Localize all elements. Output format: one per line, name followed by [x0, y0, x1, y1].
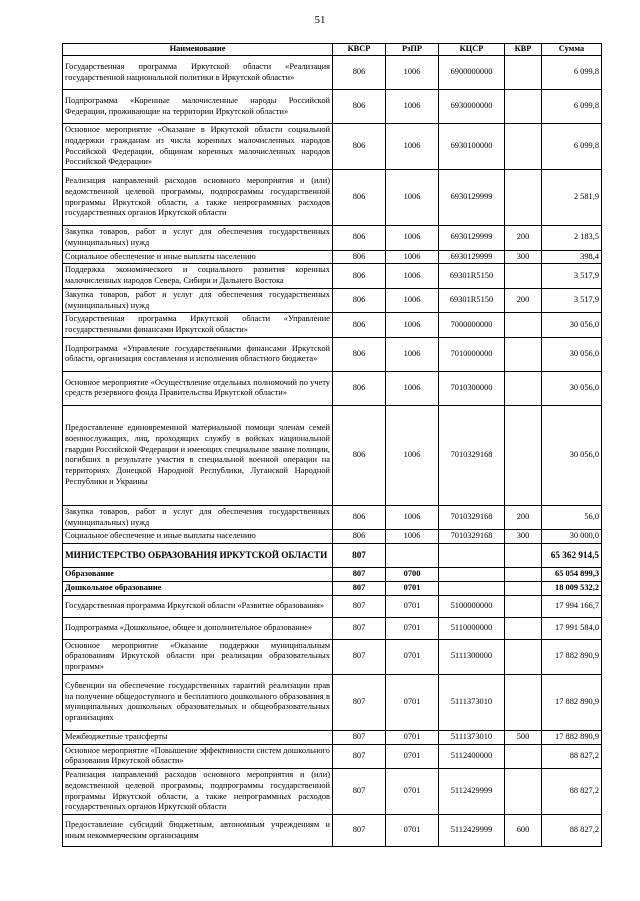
cell-kvr	[505, 617, 542, 639]
page-number: 51	[314, 14, 326, 26]
table-row	[63, 530, 602, 544]
header-rzpr: РзПР	[386, 44, 439, 56]
table-row	[63, 581, 602, 595]
cell-rzpr: 1006	[386, 124, 439, 170]
table-row	[63, 744, 602, 769]
cell-kvr	[505, 744, 542, 769]
cell-sum: 3 517,9	[542, 288, 602, 313]
cell-sum: 17 994 166,7	[542, 595, 602, 617]
cell-sum: 88 827,2	[542, 769, 602, 815]
cell-name: Предоставление единовременной материальной помощи членам семей военнослужащих, лиц, проходящих службу в войсках национальной гвардии Российской Федерации и имеющих специальное звание полиции, погибших в результате участия в специальной военной операции на территориях Донецкой Народной Республики, Луганской Народной Республики и Украины	[63, 405, 333, 505]
cell-kcsr: 7010300000	[439, 371, 505, 405]
cell-kvsr: 807	[333, 544, 386, 568]
cell-kcsr: 5112400000	[439, 744, 505, 769]
cell-rzpr: 1006	[386, 226, 439, 251]
cell-sum: 30 056,0	[542, 313, 602, 338]
cell-kvr: 600	[505, 815, 542, 847]
cell-sum: 6 099,8	[542, 56, 602, 90]
cell-kvsr: 807	[333, 674, 386, 730]
table-row	[63, 769, 602, 815]
header-sum: Сумма	[542, 44, 602, 56]
cell-kvr: 500	[505, 730, 542, 744]
cell-kcsr: 7010329168	[439, 505, 505, 530]
cell-sum: 88 827,2	[542, 815, 602, 847]
cell-name: Субвенции на обеспечение государственных гарантий реализации прав на получение общедоступного и бесплатного дошкольного образования в муниципальных дошкольных образовательных и общеобразовательных организациях	[63, 674, 333, 730]
table-row	[63, 505, 602, 530]
cell-kvr: 300	[505, 530, 542, 544]
cell-name: Государственная программа Иркутской области «Реализация государственной национальной политики в Иркутской области»	[63, 56, 333, 90]
cell-rzpr: 0701	[386, 744, 439, 769]
table-header-row	[63, 44, 602, 56]
cell-name: Реализация направлений расходов основного мероприятия и (или) ведомственной целевой программы, подпрограммы государственной программы Иркутской области, а также непрограммных расходов государственных органов Иркутской области	[63, 769, 333, 815]
cell-kvsr: 807	[333, 744, 386, 769]
cell-kcsr: 6930000000	[439, 90, 505, 124]
table-row	[63, 226, 602, 251]
cell-kvr	[505, 568, 542, 582]
cell-kvsr: 807	[333, 815, 386, 847]
cell-name: Межбюджетные трансферты	[63, 730, 333, 744]
table-row	[63, 405, 602, 505]
cell-kcsr: 7010329168	[439, 530, 505, 544]
cell-sum: 65 362 914,5	[542, 544, 602, 568]
cell-kvsr: 806	[333, 505, 386, 530]
cell-kcsr: 5100000000	[439, 595, 505, 617]
cell-kcsr	[439, 581, 505, 595]
cell-sum: 17 882 890,9	[542, 639, 602, 674]
cell-kvr	[505, 337, 542, 371]
cell-kvsr: 806	[333, 250, 386, 264]
cell-sum: 2 581,9	[542, 170, 602, 226]
cell-rzpr: 0701	[386, 674, 439, 730]
cell-name: Предоставление субсидий бюджетным, автономным учреждениям и иным некоммерческим организациям	[63, 815, 333, 847]
cell-name: Закупка товаров, работ и услуг для обеспечения государственных (муниципальных) нужд	[63, 288, 333, 313]
cell-name: Социальное обеспечение и иные выплаты населению	[63, 250, 333, 264]
cell-kvsr: 806	[333, 56, 386, 90]
cell-kvr	[505, 313, 542, 338]
cell-kvr: 200	[505, 288, 542, 313]
cell-kvr: 200	[505, 505, 542, 530]
table-row	[63, 313, 602, 338]
cell-name: Основное мероприятие «Осуществление отдельных полномочий по учету средств резервного фонда Правительства Иркутской области»	[63, 371, 333, 405]
cell-kvr	[505, 405, 542, 505]
cell-kvsr: 806	[333, 371, 386, 405]
cell-name: Основное мероприятие «Оказание в Иркутской области социальной поддержки гражданам из числа коренных малочисленных народов Российской Федерации, общинам коренных малочисленных народов Российской Федерации»	[63, 124, 333, 170]
cell-sum: 17 882 890,9	[542, 730, 602, 744]
cell-kvr	[505, 371, 542, 405]
table-row	[63, 288, 602, 313]
cell-kvsr: 806	[333, 226, 386, 251]
cell-name: МИНИСТЕРСТВО ОБРАЗОВАНИЯ ИРКУТСКОЙ ОБЛАСТИ	[63, 544, 333, 568]
cell-kvr	[505, 56, 542, 90]
cell-rzpr: 0701	[386, 769, 439, 815]
cell-name: Подпрограмма «Дошкольное, общее и дополнительное образование»	[63, 617, 333, 639]
cell-name: Подпрограмма «Управление государственными финансами Иркутской области, организация составления и исполнения областного бюджета»	[63, 337, 333, 371]
cell-kcsr: 5111300000	[439, 639, 505, 674]
cell-rzpr: 0701	[386, 639, 439, 674]
cell-rzpr: 1006	[386, 313, 439, 338]
cell-rzpr: 1006	[386, 264, 439, 289]
budget-table	[62, 43, 602, 847]
cell-kcsr: 69301R5150	[439, 264, 505, 289]
cell-kvr	[505, 90, 542, 124]
cell-kcsr: 7010329168	[439, 405, 505, 505]
cell-kvr	[505, 674, 542, 730]
cell-sum: 3 517,9	[542, 264, 602, 289]
cell-kcsr: 7010000000	[439, 337, 505, 371]
table-row	[63, 639, 602, 674]
cell-kcsr: 6930129999	[439, 250, 505, 264]
cell-rzpr: 0701	[386, 730, 439, 744]
cell-kcsr: 7000000000	[439, 313, 505, 338]
cell-rzpr: 1006	[386, 371, 439, 405]
cell-kvr	[505, 595, 542, 617]
cell-name: Государственная программа Иркутской области «Развитие образования»	[63, 595, 333, 617]
cell-rzpr: 1006	[386, 337, 439, 371]
cell-sum: 30 056,0	[542, 371, 602, 405]
cell-sum: 17 882 890,9	[542, 674, 602, 730]
cell-rzpr: 1006	[386, 56, 439, 90]
header-kvr: КВР	[505, 44, 542, 56]
cell-name: Социальное обеспечение и иные выплаты населению	[63, 530, 333, 544]
cell-kvr	[505, 264, 542, 289]
cell-kcsr: 5111373010	[439, 730, 505, 744]
cell-kvr	[505, 170, 542, 226]
cell-rzpr: 0701	[386, 581, 439, 595]
cell-sum: 17 991 584,0	[542, 617, 602, 639]
cell-kcsr: 6930129999	[439, 170, 505, 226]
cell-kvsr: 806	[333, 264, 386, 289]
cell-kcsr: 6930100000	[439, 124, 505, 170]
cell-kvr	[505, 581, 542, 595]
cell-name: Реализация направлений расходов основного мероприятия и (или) ведомственной целевой программы, подпрограммы государственной программы Иркутской области, а также непрограммных расходов государственных органов Иркутской области	[63, 170, 333, 226]
cell-kcsr: 5112429999	[439, 769, 505, 815]
cell-kvsr: 807	[333, 769, 386, 815]
cell-kvsr: 806	[333, 90, 386, 124]
table-row	[63, 90, 602, 124]
cell-rzpr: 0700	[386, 568, 439, 582]
cell-name: Закупка товаров, работ и услуг для обеспечения государственных (муниципальных) нужд	[63, 505, 333, 530]
cell-kcsr: 5110000000	[439, 617, 505, 639]
cell-name: Образование	[63, 568, 333, 582]
table-row	[63, 815, 602, 847]
cell-rzpr: 1006	[386, 530, 439, 544]
cell-name: Подпрограмма «Коренные малочисленные народы Российской Федерации, проживающие на территории Иркутской области»	[63, 90, 333, 124]
table-row	[63, 56, 602, 90]
cell-kvsr: 806	[333, 405, 386, 505]
cell-rzpr: 1006	[386, 288, 439, 313]
cell-kvsr: 806	[333, 288, 386, 313]
cell-kvr	[505, 639, 542, 674]
cell-sum: 6 099,8	[542, 124, 602, 170]
header-name: Наименование	[63, 44, 333, 56]
table-row	[63, 250, 602, 264]
cell-kvsr: 807	[333, 639, 386, 674]
cell-name: Основное мероприятие «Оказание поддержки муниципальным образованиям Иркутской области при реализации образовательных программ»	[63, 639, 333, 674]
cell-sum: 88 827,2	[542, 744, 602, 769]
cell-rzpr: 1006	[386, 250, 439, 264]
cell-sum: 2 183,5	[542, 226, 602, 251]
table-row	[63, 264, 602, 289]
cell-kvr: 200	[505, 226, 542, 251]
cell-kvsr: 807	[333, 730, 386, 744]
cell-kcsr: 69301R5150	[439, 288, 505, 313]
cell-kvsr: 806	[333, 124, 386, 170]
cell-sum: 18 009 532,2	[542, 581, 602, 595]
header-kvsr: КВСР	[333, 44, 386, 56]
cell-kcsr: 5112429999	[439, 815, 505, 847]
cell-sum: 30 056,0	[542, 337, 602, 371]
cell-rzpr: 0701	[386, 617, 439, 639]
table-row	[63, 371, 602, 405]
cell-rzpr: 0701	[386, 815, 439, 847]
cell-kvsr: 807	[333, 595, 386, 617]
cell-kvr	[505, 544, 542, 568]
cell-kcsr	[439, 568, 505, 582]
cell-kvsr: 807	[333, 568, 386, 582]
cell-kvsr: 806	[333, 337, 386, 371]
cell-name: Поддержка экономического и социального развития коренных малочисленных народов Севера, Сибири и Дальнего Востока	[63, 264, 333, 289]
cell-kvr: 300	[505, 250, 542, 264]
cell-name: Государственная программа Иркутской области «Управление государственными финансами Иркутской области»	[63, 313, 333, 338]
cell-kvsr: 807	[333, 581, 386, 595]
table-row	[63, 730, 602, 744]
cell-kvsr: 806	[333, 530, 386, 544]
table-row	[63, 617, 602, 639]
table-row	[63, 674, 602, 730]
header-kcsr: КЦСР	[439, 44, 505, 56]
cell-sum: 56,0	[542, 505, 602, 530]
cell-kvsr: 806	[333, 170, 386, 226]
cell-name: Основное мероприятие «Повышение эффективности систем дошкольного образования Иркутской области»	[63, 744, 333, 769]
cell-name: Дошкольное образование	[63, 581, 333, 595]
cell-sum: 30 000,0	[542, 530, 602, 544]
cell-rzpr: 0701	[386, 595, 439, 617]
cell-sum: 65 054 899,3	[542, 568, 602, 582]
cell-kvr	[505, 769, 542, 815]
cell-rzpr: 1006	[386, 170, 439, 226]
cell-kcsr: 6900000000	[439, 56, 505, 90]
cell-rzpr: 1006	[386, 505, 439, 530]
cell-sum: 30 056,0	[542, 405, 602, 505]
cell-rzpr: 1006	[386, 405, 439, 505]
cell-kvr	[505, 124, 542, 170]
table-row	[63, 337, 602, 371]
table-row	[63, 568, 602, 582]
cell-rzpr: 1006	[386, 90, 439, 124]
table-row	[63, 595, 602, 617]
cell-rzpr	[386, 544, 439, 568]
cell-kcsr	[439, 544, 505, 568]
table-row	[63, 170, 602, 226]
cell-kcsr: 6930129999	[439, 226, 505, 251]
cell-kvsr: 807	[333, 617, 386, 639]
cell-sum: 398,4	[542, 250, 602, 264]
table-row	[63, 544, 602, 568]
cell-kcsr: 5111373010	[439, 674, 505, 730]
cell-sum: 6 099,8	[542, 90, 602, 124]
cell-kvsr: 806	[333, 313, 386, 338]
cell-name: Закупка товаров, работ и услуг для обеспечения государственных (муниципальных) нужд	[63, 226, 333, 251]
table-row	[63, 124, 602, 170]
